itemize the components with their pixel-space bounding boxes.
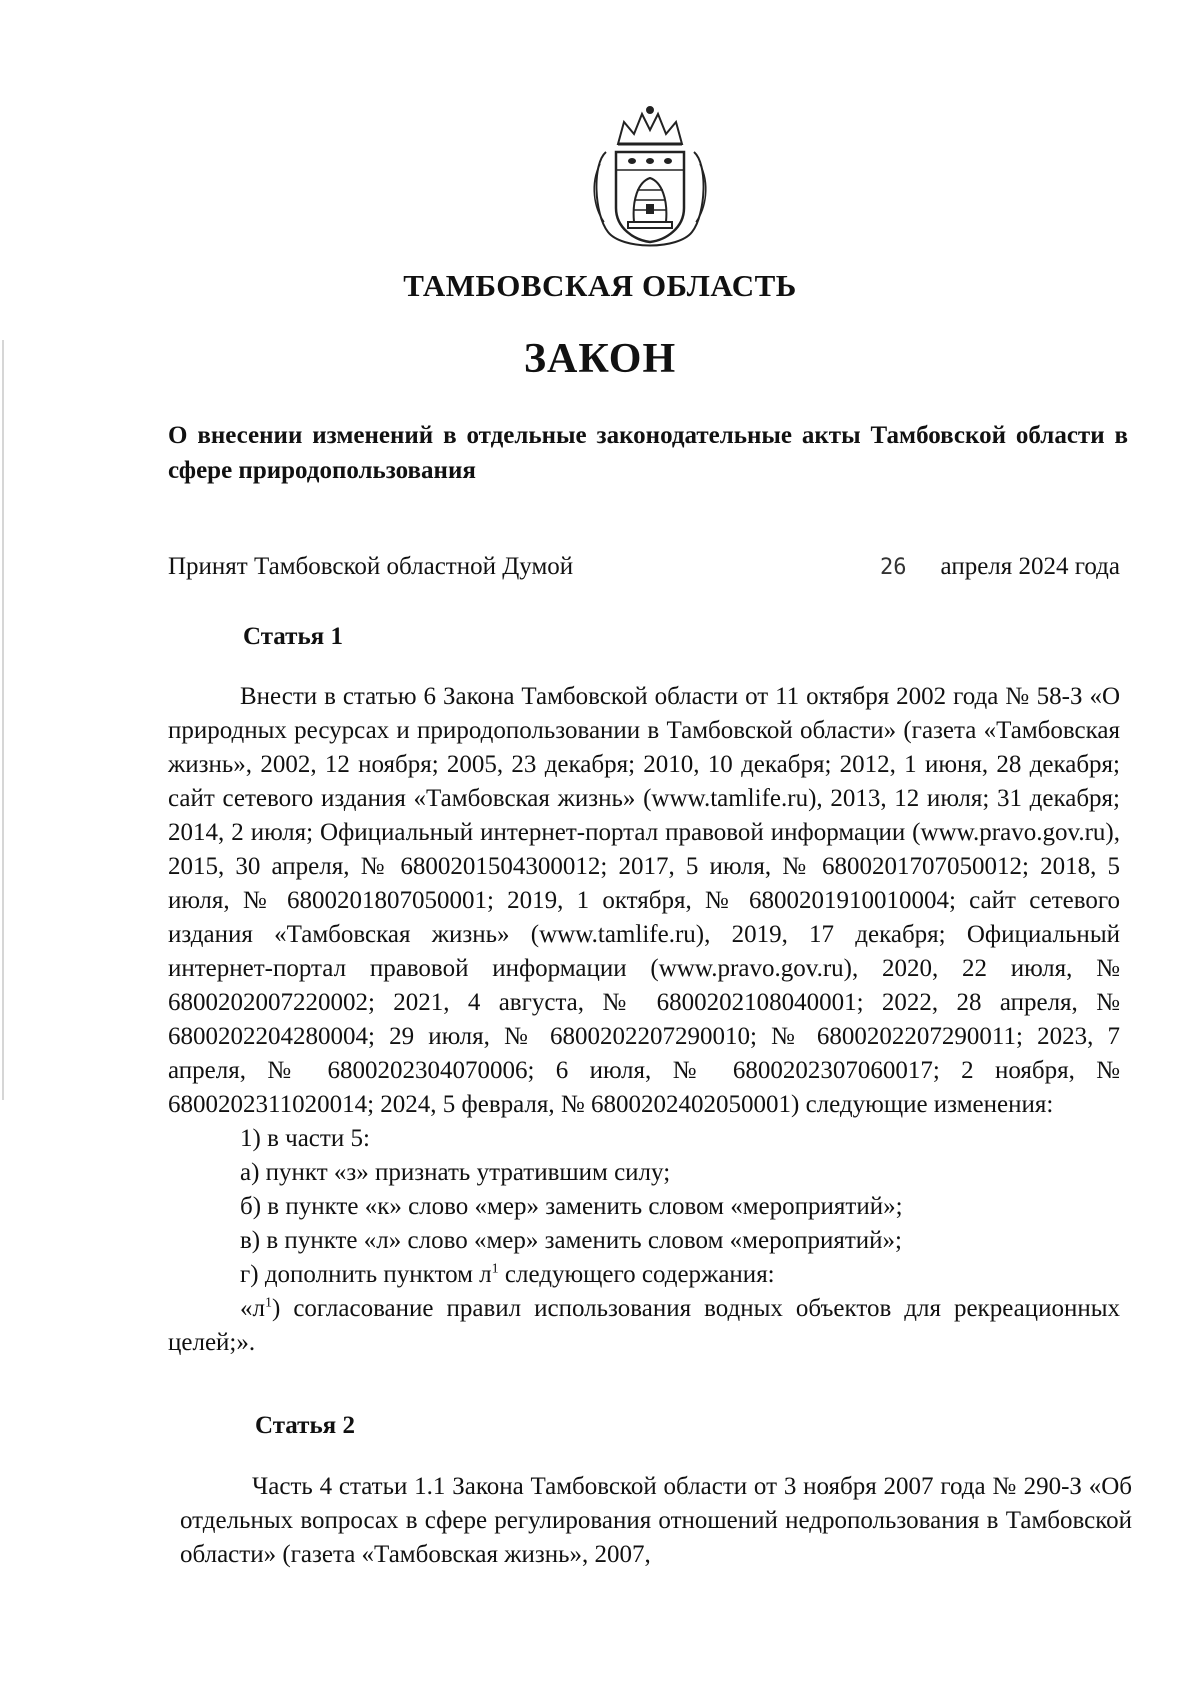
adoption-text: Принят Тамбовской областной Думой: [168, 553, 574, 580]
article-1-item-v: в) в пункте «л» слово «мер» заменить словом «мероприятий»;: [240, 1227, 902, 1254]
scan-edge-mark: [2, 340, 4, 1100]
adoption-month-year: апреля 2024 года: [940, 553, 1120, 580]
article-1-paragraph: Внести в статью 6 Закона Тамбовской области от 11 октября 2002 года № 58-З «О природных ресурсах и природопользовании в Тамбовской области» (газета «Тамбовская жизнь», 2002, 12 ноября; 2005, 23 декабря; 2010, 10 декабря; 2012, 1 июня, 28 декабря; сайт сетевого издания «Тамбовская жизнь» (www.tamlife.ru), 2013, 12 июля; 31 декабря; 2014, 2 июля; Официальный интернет-портал правовой информации (www.pravo.gov.ru), 2015, 30 апреля, № 6800201504300012; 2017, 5 июля, № 6800201707050012; 2018, 5 июля, № 6800201807050001; 2019, 1 октября, № 6800201910010004; сайт сетевого издания «Тамбовская жизнь» (www.tamlife.ru), 2019, 17 декабря; Официальный интернет-портал правовой информации (www.pravo.gov.ru), 2020, 22 июля, № 6800202007220002; 2021, 4 августа, № 6800202108040001; 2022, 28 апреля, № 6800202204280004; 29 июля, № 6800202207290010; № 6800202207290011; 2023, 7 апреля, № 6800202304070006; 6 июля, № 6800202307060017; 2 ноября, № 6800202311020014; 2024, 5 февраля, № 6800202402050001) следующие изменения:: [168, 683, 1120, 1118]
item-g-text: г) дополнить пунктом л: [240, 1261, 492, 1288]
article-1-item-1: 1) в части 5:: [240, 1125, 370, 1152]
adoption-line: [168, 553, 1120, 581]
law-title: О внесении изменений в отдельные законодательные акты Тамбовской области в сфере природопользования: [168, 422, 1128, 484]
article-1-item-a: а) пункт «з» признать утратившим силу;: [240, 1159, 671, 1186]
quote-text: «л: [240, 1295, 265, 1322]
article-2-body: [180, 1470, 1132, 1572]
adoption-date: [880, 553, 1120, 581]
adoption-day: 26: [880, 555, 907, 580]
article-2-paragraph: Часть 4 статьи 1.1 Закона Тамбовской области от 3 ноября 2007 года № 290-З «Об отдельных вопросах в сфере регулирования отношений недропользования в Тамбовской области» (газета «Тамбовская жизнь», 2007,: [180, 1473, 1132, 1568]
article-1-quoted-point: [168, 1292, 1120, 1360]
region-heading: ТАМБОВСКАЯ ОБЛАСТЬ: [403, 268, 797, 303]
article-1-item-b: б) в пункте «к» слово «мер» заменить словом «мероприятий»;: [240, 1193, 903, 1220]
quote-text-end: ) согласование правил использования водных объектов для рекреационных целей;».: [168, 1295, 1120, 1356]
item-g-superscript: 1: [491, 1261, 499, 1277]
article-1-item-g: [168, 1258, 1120, 1292]
document-type-heading: ЗАКОН: [523, 336, 677, 382]
quote-superscript: 1: [264, 1295, 272, 1311]
item-g-text-end: следующего содержания:: [498, 1261, 775, 1288]
tambov-coat-of-arms-icon: [588, 104, 712, 254]
article-1-body: [168, 680, 1120, 1360]
article-2-heading: Статья 2: [255, 1412, 355, 1439]
article-1-heading: Статья 1: [243, 623, 343, 650]
